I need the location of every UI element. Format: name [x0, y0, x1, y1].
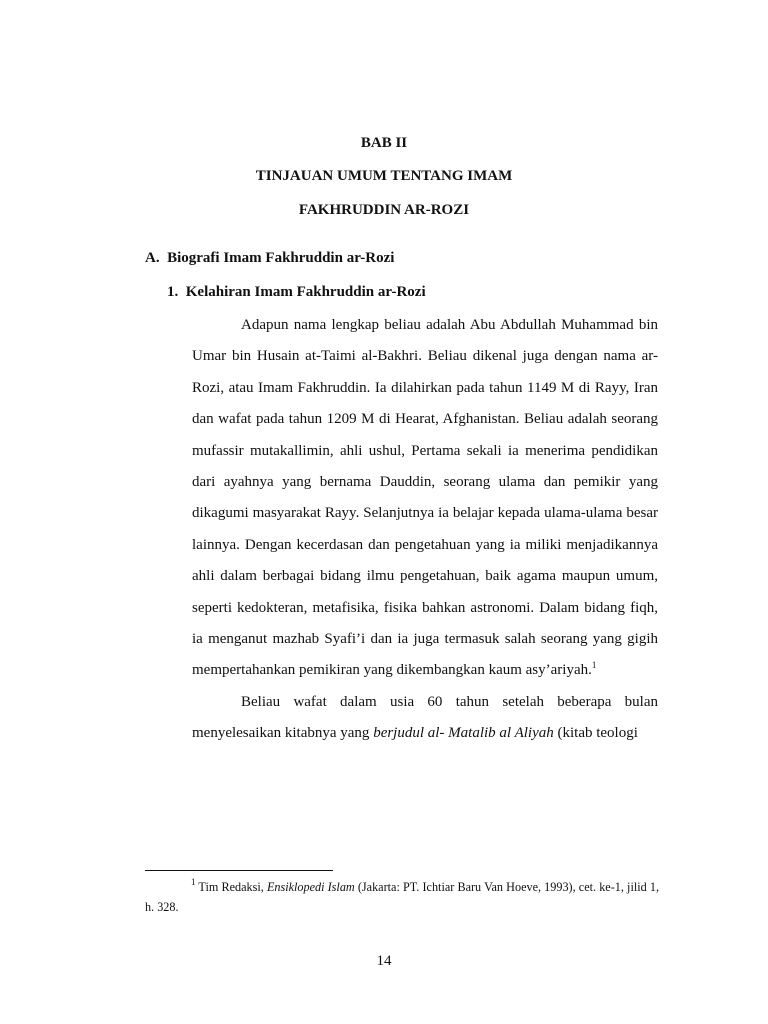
paragraph-2-text-after: (kitab teologi — [553, 725, 638, 742]
body-text — [192, 310, 658, 750]
footnote-ref-1: 1 — [591, 660, 597, 671]
footnote-text-before: Tim Redaksi, — [195, 880, 267, 894]
page-number: 14 — [376, 953, 392, 969]
chapter-title-line1: TINJAUAN UMUM TENTANG IMAM — [255, 168, 513, 184]
footnote-number: 1 — [191, 877, 196, 887]
paragraph-1 — [192, 310, 658, 687]
chapter-label: BAB II — [360, 135, 408, 151]
footnote-text-after: (Jakarta: PT. Ichtiar Baru Van Hoeve, 1993), cet. ke-1, jilid 1, h. 328. — [145, 880, 659, 914]
footnote — [145, 877, 659, 917]
paragraph-2-text-before: Beliau wafat dalam usia 60 tahun setelah beberapa bulan menyelesaikan kitabnya yang — [192, 693, 658, 742]
section-a-heading: A. Biografi Imam Fakhruddin ar-Rozi — [145, 250, 395, 266]
paragraph-2 — [192, 687, 658, 750]
paragraph-2-italic-title: berjudul al- Matalib al Aliyah — [373, 725, 554, 742]
chapter-title-line2: FAKHRUDDIN AR-ROZI — [298, 202, 470, 218]
subsection-1-heading: 1. Kelahiran Imam Fakhruddin ar-Rozi — [167, 284, 426, 300]
paragraph-1-text: Adapun nama lengkap beliau adalah Abu Abdullah Muhammad bin Umar bin Husain at-Taimi al-Bakhri. Beliau dikenal juga dengan nama ar-Rozi, atau Imam Fakhruddin. Ia dilahirkan pada tahun 1149 M di Rayy, Iran dan wafat pada tahun 1209 M di Hearat, Afghanistan. Beliau adalah seorang mufassir mutakallimin, ahli ushul, Pertama sekali ia menerima pendidikan dari ayahnya yang bernama Dauddin, seorang ulama dan pemikir yang dikagumi masyarakat Rayy. Selanjutnya ia belajar kepada ulama-ulama besar lainnya. Dengan kecerdasan dan pengetahuan yang ia miliki menjadikannya ahli dalam berbagai bidang ilmu pengetahuan, baik agama maupun umum, seperti kedokteran, metafisika, fisika bahkan astronomi. Dalam bidang fiqh, ia menganut mazhab Syafi’i dan ia juga termasuk salah seorang yang gigih mempertahankan pemikiran yang dikembangkan kaum asy’ariyah. — [192, 317, 658, 679]
footnote-italic-title: Ensiklopedi Islam — [266, 880, 355, 894]
footnote-separator — [145, 870, 333, 871]
